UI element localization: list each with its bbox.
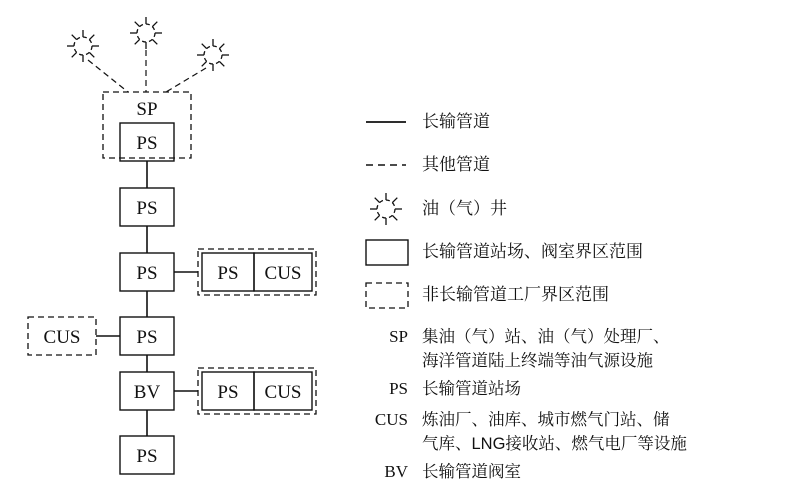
well-icon-center [130, 17, 162, 49]
well-connectors [88, 50, 206, 92]
legend-label-well: 油（气）井 [422, 199, 507, 218]
node-group-ps-cus-lower[interactable] [198, 368, 316, 414]
node-ps-2[interactable] [120, 188, 174, 226]
node-ps-4[interactable] [120, 317, 174, 355]
legend-symbol-solid-box [366, 240, 408, 265]
abbr-key-bv: BV [384, 462, 408, 481]
well-icon-left [67, 30, 99, 62]
well-icon-right [197, 39, 229, 71]
node-group-upper-ps-label: PS [217, 263, 239, 284]
legend-label-dashed-box: 非长输管道工厂界区范围 [422, 285, 609, 304]
node-cus-left[interactable] [28, 317, 96, 355]
abbr-desc-cus-line1: 炼油厂、油库、城市燃气门站、储 [422, 411, 670, 429]
node-ps-2-label: PS [136, 198, 158, 219]
node-sp[interactable] [103, 92, 191, 161]
abbr-desc-sp-line1: 集油（气）站、油（气）处理厂、 [422, 328, 670, 346]
abbr-desc-bv-line1: 长输管道阀室 [422, 463, 521, 481]
node-ps-3[interactable] [120, 253, 174, 291]
abbr-desc-ps-line1: 长输管道站场 [422, 380, 521, 398]
node-ps-4-label: PS [136, 327, 158, 348]
node-bv-label: BV [133, 382, 161, 403]
legend-symbol-dashed-box [366, 283, 408, 308]
abbr-key-ps: PS [389, 379, 408, 398]
node-ps-bottom-label: PS [136, 446, 158, 467]
node-group-upper-cus-label: CUS [264, 263, 302, 284]
legend-symbol-well-icon [370, 193, 402, 225]
legend-label-dashed-line: 其他管道 [422, 155, 490, 174]
node-cus-left-label: CUS [43, 327, 81, 348]
node-ps-top-label: PS [136, 133, 158, 154]
node-group-lower-ps-label: PS [217, 382, 239, 403]
node-sp-label: SP [136, 99, 158, 120]
node-ps-bottom[interactable] [120, 436, 174, 474]
abbr-key-cus: CUS [374, 410, 408, 429]
abbr-desc-sp-line2: 海洋管道陆上终端等油气源设施 [422, 352, 653, 370]
node-bv[interactable] [120, 372, 174, 410]
abbr-key-sp: SP [389, 327, 408, 346]
node-ps-3-label: PS [136, 263, 158, 284]
legend-label-solid-box: 长输管道站场、阀室界区范围 [422, 242, 643, 261]
node-group-lower-cus-label: CUS [264, 382, 302, 403]
abbr-desc-cus-line2: 气库、LNG接收站、燃气电厂等设施 [422, 435, 687, 453]
node-group-ps-cus-upper[interactable] [198, 249, 316, 295]
legend-label-solid-line: 长输管道 [422, 112, 490, 131]
